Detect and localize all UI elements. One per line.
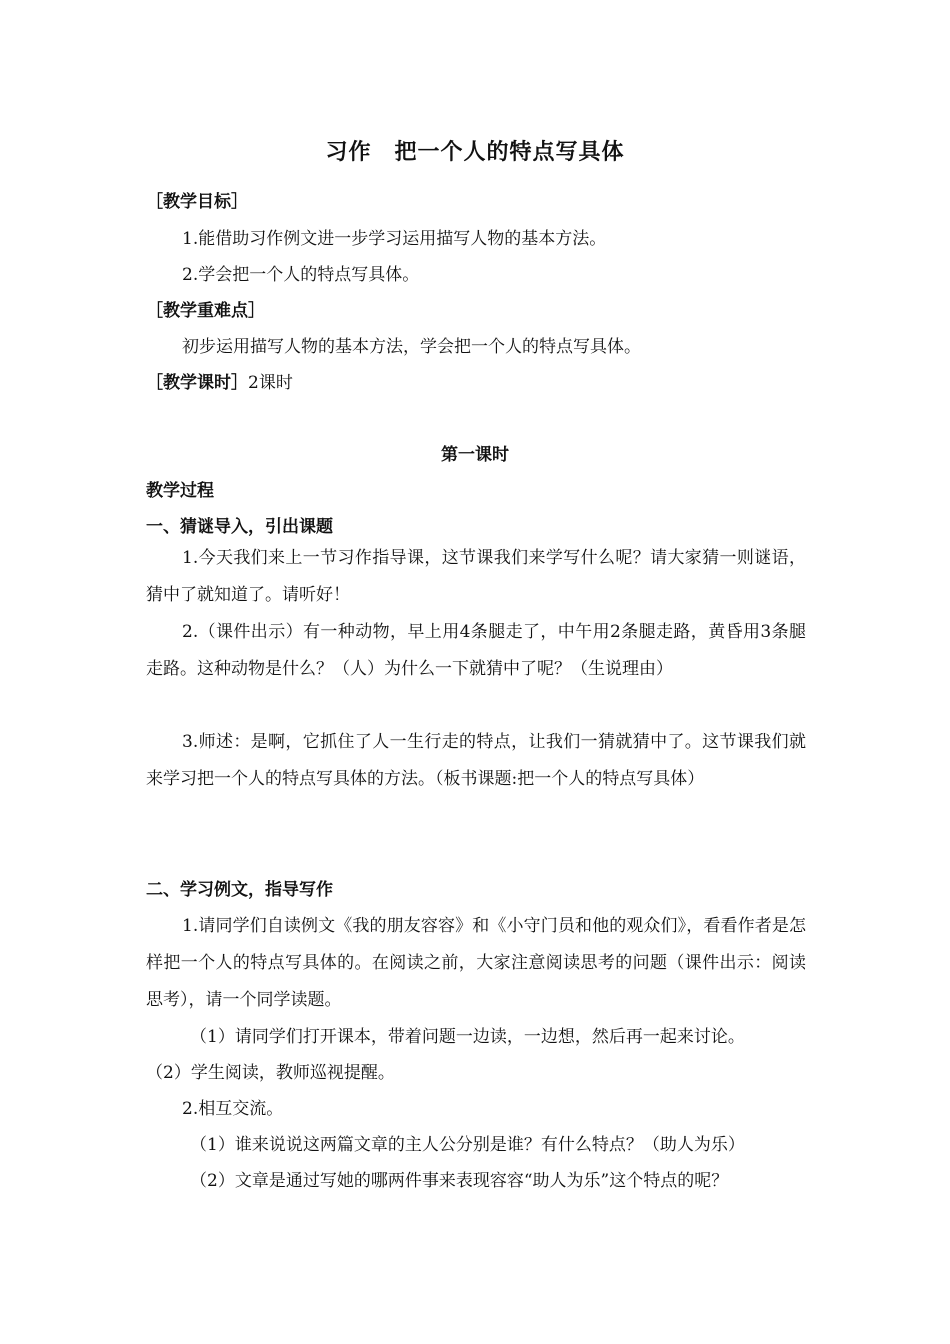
section1-paragraph-2: 2.（课件出示）有一种动物，早上用4条腿走了，中午用2条腿走路，黄昏用3条腿走路。这种动物是什么？（人）为什么一下就猜中了呢？（生说理由） bbox=[146, 622, 806, 679]
section2-question-1: （1）谁来说说这两篇文章的主人公分别是谁？有什么特点？（助人为乐） bbox=[190, 1135, 745, 1155]
section2-step-2: （2）学生阅读，教师巡视提醒。 bbox=[146, 1063, 395, 1083]
section2-paragraph-1: 1.请同学们自读例文《我的朋友容容》和《小守门员和他的观众们》，看看作者是怎样把一个人的特点写具体的。在阅读之前，大家注意阅读思考的问题（课件出示：阅读思考），请一个同学读题。 bbox=[146, 916, 806, 1010]
goals-heading: ［教学目标］ bbox=[146, 192, 248, 212]
hours-heading: ［教学课时］ bbox=[146, 373, 248, 393]
section1-heading: 一、猜谜导入，引出课题 bbox=[146, 517, 333, 537]
section2-question-2: （2）文章是通过写她的哪两件事来表现容容“助人为乐”这个特点的呢？ bbox=[190, 1171, 729, 1191]
section2-step-1: （1）请同学们打开课本，带着问题一边读，一边想，然后再一起来讨论。 bbox=[190, 1027, 745, 1047]
goal-item-2: 2.学会把一个人的特点写具体。 bbox=[182, 265, 420, 285]
section2-heading: 二、学习例文，指导写作 bbox=[146, 880, 333, 900]
key-points-text: 初步运用描写人物的基本方法，学会把一个人的特点写具体。 bbox=[182, 337, 641, 357]
process-heading: 教学过程 bbox=[146, 481, 214, 501]
goal-item-1: 1.能借助习作例文进一步学习运用描写人物的基本方法。 bbox=[182, 229, 607, 249]
hours-value: 2课时 bbox=[248, 373, 293, 393]
key-points-heading: ［教学重难点］ bbox=[146, 301, 265, 321]
section2-paragraph-2: 2.相互交流。 bbox=[182, 1099, 284, 1119]
hours-row bbox=[146, 371, 293, 395]
lesson-title: 第一课时 bbox=[441, 445, 509, 465]
section1-paragraph-3: 3.师述：是啊，它抓住了人一生行走的特点，让我们一猜就猜中了。这节课我们就来学习把一个人的特点写具体的方法。（板书课题:把一个人的特点写具体） bbox=[146, 732, 806, 789]
section1-paragraph-1: 1.今天我们来上一节习作指导课，这节课我们来学写什么呢？请大家猜一则谜语，猜中了就知道了。请听好！ bbox=[146, 548, 806, 605]
document-title: 习作 把一个人的特点写具体 bbox=[325, 140, 625, 165]
